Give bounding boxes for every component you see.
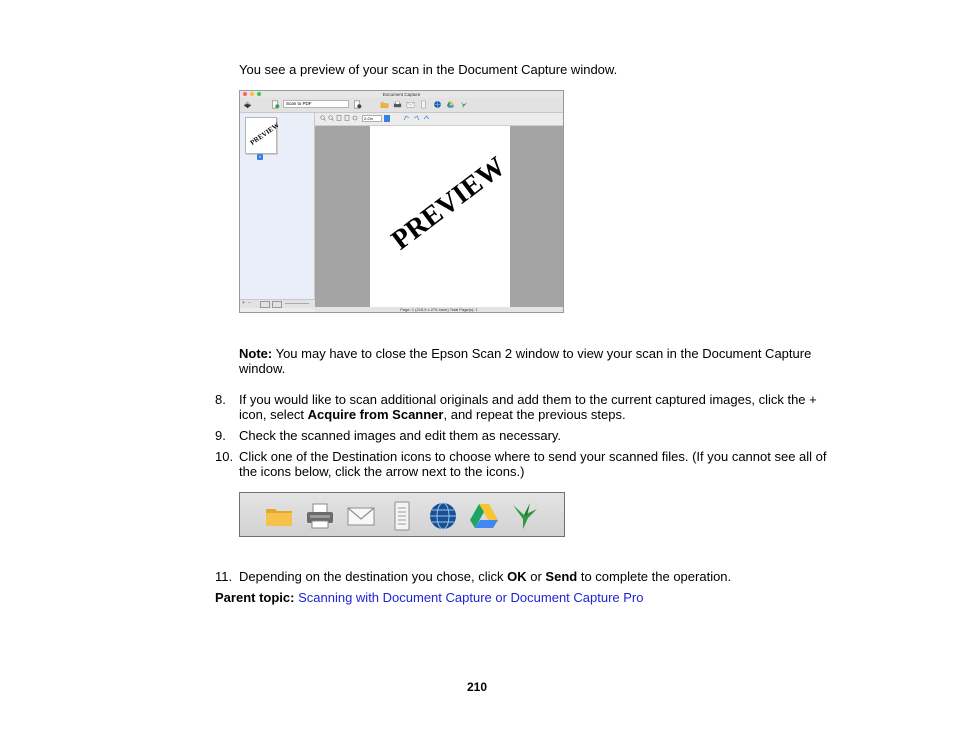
folder-icon[interactable] — [264, 501, 294, 531]
step-number-8: 8. — [215, 392, 226, 407]
page-thumbnail[interactable] — [245, 117, 281, 154]
scan-to-pdf-icon[interactable] — [271, 100, 280, 109]
web-globe-icon[interactable] — [433, 100, 442, 109]
job-settings-icon[interactable] — [353, 100, 362, 109]
zoom-in-icon[interactable] — [320, 115, 326, 121]
step-9-text: Check the scanned images and edit them as necessary. — [239, 428, 562, 443]
folder-icon[interactable] — [380, 100, 389, 109]
thumbnail-page-number: 1 — [258, 154, 262, 159]
step-10-text: Click one of the Destination icons to choose where to send your scanned files. (If you cannot see all of the icons below, click the arrow next to the icons.) — [239, 449, 827, 479]
parent-topic — [215, 590, 644, 605]
ok-label: OK — [507, 569, 527, 584]
hummingbird-icon[interactable] — [510, 501, 540, 531]
thumbnail-toolbar — [240, 299, 315, 308]
printer-icon[interactable] — [305, 501, 335, 531]
step-number-9: 9. — [215, 428, 226, 443]
page-number: 210 — [466, 680, 488, 694]
rotate-180-icon[interactable] — [423, 115, 430, 122]
step-number-10: 10. — [215, 449, 234, 464]
zoom-dropdown-button[interactable] — [384, 115, 390, 122]
thumbnail-preview-text: PREVIEW — [248, 121, 281, 147]
step-8-before: If you would like to scan additional originals and add them to the current captured images, click the + icon, select — [239, 392, 817, 422]
google-drive-icon[interactable] — [469, 501, 499, 531]
printer-icon[interactable] — [393, 100, 402, 109]
zoom-select[interactable]: 2-On — [362, 115, 382, 122]
step-11-text — [239, 569, 829, 584]
send-label: Send — [545, 569, 578, 584]
step-8-text — [239, 392, 829, 422]
job-select[interactable]: Scan to PDF — [283, 100, 349, 108]
fit-page-icon[interactable] — [336, 115, 342, 121]
preview-page — [370, 126, 510, 309]
google-drive-icon[interactable] — [446, 100, 455, 109]
add-page-icon[interactable]: + — [242, 300, 245, 306]
parent-topic-label: Parent topic: — [215, 590, 295, 605]
acquire-from-scanner-label: Acquire from Scanner — [307, 407, 444, 422]
note-paragraph — [239, 346, 829, 376]
window-titlebar — [240, 91, 563, 98]
preview-watermark-text: PREVIEW — [385, 150, 512, 257]
intro-text: You see a preview of your scan in the Document Capture window. — [239, 62, 618, 77]
step-8-after: , and repeat the previous steps. — [443, 407, 626, 422]
rotate-left-icon[interactable] — [403, 115, 410, 122]
zoom-out-icon[interactable] — [328, 115, 334, 121]
step-11-part-2: or — [526, 569, 546, 584]
scan-icon[interactable] — [243, 100, 252, 109]
destination-icons-screenshot — [239, 492, 565, 537]
hummingbird-icon[interactable] — [459, 100, 468, 109]
remove-page-icon[interactable]: − — [248, 300, 251, 306]
preview-canvas — [315, 126, 563, 309]
web-globe-icon[interactable] — [428, 501, 458, 531]
parent-topic-link[interactable]: Scanning with Document Capture or Document Capture Pro — [298, 590, 644, 605]
fit-width-icon[interactable] — [344, 115, 350, 121]
note-text: You may have to close the Epson Scan 2 window to view your scan in the Document Capture window. — [239, 346, 812, 376]
step-11-part-3: to complete the operation. — [577, 569, 732, 584]
step-number-11: 11. — [215, 569, 233, 584]
email-icon[interactable] — [346, 501, 376, 531]
view-mode-icon[interactable] — [260, 301, 270, 308]
main-toolbar — [240, 98, 563, 113]
edit-settings-icon[interactable] — [352, 115, 358, 121]
step-11-part-1: Depending on the destination you chose, click — [239, 569, 508, 584]
thumbnail-pane — [240, 113, 315, 299]
document-server-icon[interactable] — [419, 100, 428, 109]
status-bar: Page: 1 (215.9 x 279.4mm) Total Page(s): 1 — [315, 307, 563, 313]
note-label: Note: — [239, 346, 273, 361]
document-server-icon[interactable] — [387, 501, 417, 531]
document-capture-screenshot — [239, 90, 564, 313]
email-icon[interactable] — [406, 100, 415, 109]
thumbnail-size-icon[interactable] — [272, 301, 282, 308]
view-toolbar — [315, 113, 563, 126]
window-title: Document Capture — [382, 92, 421, 97]
rotate-right-icon[interactable] — [413, 115, 420, 122]
thumbnail-zoom-slider[interactable] — [285, 303, 309, 304]
